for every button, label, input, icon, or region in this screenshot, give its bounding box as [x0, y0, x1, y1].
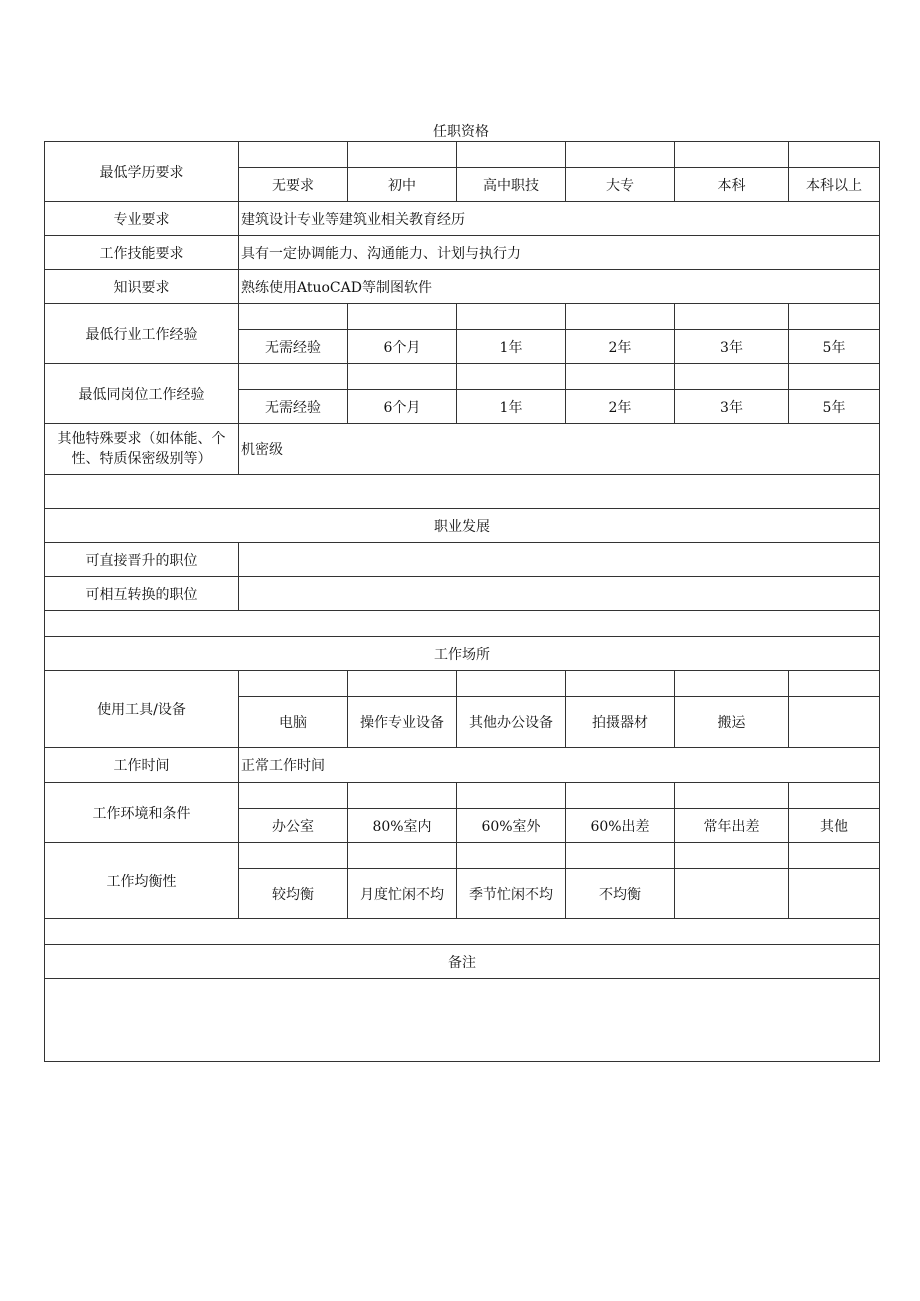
environment-row — [45, 783, 880, 809]
blank-row — [45, 919, 880, 945]
balance-option: 较均衡 — [239, 869, 348, 919]
workplace-section-row — [45, 637, 880, 671]
education-option: 大专 — [566, 168, 675, 202]
skills-value[interactable]: 具有一定协调能力、沟通能力、计划与执行力 — [239, 236, 880, 270]
tools-option: 搬运 — [675, 697, 789, 748]
balance-option — [675, 869, 789, 919]
position-experience-option: 无需经验 — [239, 390, 348, 424]
position-experience-label: 最低同岗位工作经验 — [45, 364, 239, 424]
tools-check-1[interactable] — [239, 671, 348, 697]
education-check-3[interactable] — [457, 142, 566, 168]
special-requirements-label — [45, 424, 239, 475]
balance-option: 月度忙闲不均 — [348, 869, 457, 919]
major-row — [45, 202, 880, 236]
tools-label: 使用工具/设备 — [45, 671, 239, 748]
industry-experience-check-6[interactable] — [789, 304, 880, 330]
special-requirements-row — [45, 424, 880, 475]
tools-check-2[interactable] — [348, 671, 457, 697]
job-description-form — [44, 141, 880, 1062]
blank-cell — [45, 611, 880, 637]
environment-check-6[interactable] — [789, 783, 880, 809]
industry-experience-option: 5年 — [789, 330, 880, 364]
position-experience-check-5[interactable] — [675, 364, 789, 390]
remarks-value[interactable] — [45, 979, 880, 1062]
education-row — [45, 142, 880, 168]
balance-check-6[interactable] — [789, 843, 880, 869]
tools-option: 其他办公设备 — [457, 697, 566, 748]
promotion-row — [45, 543, 880, 577]
tools-option: 操作专业设备 — [348, 697, 457, 748]
balance-option — [789, 869, 880, 919]
industry-experience-check-3[interactable] — [457, 304, 566, 330]
knowledge-row — [45, 270, 880, 304]
special-requirements-value[interactable]: 机密级 — [239, 424, 880, 475]
industry-experience-check-5[interactable] — [675, 304, 789, 330]
education-check-2[interactable] — [348, 142, 457, 168]
blank-cell — [45, 475, 880, 509]
knowledge-label: 知识要求 — [45, 270, 239, 304]
major-label: 专业要求 — [45, 202, 239, 236]
education-check-1[interactable] — [239, 142, 348, 168]
industry-experience-option: 无需经验 — [239, 330, 348, 364]
environment-option: 80%室内 — [348, 809, 457, 843]
blank-cell — [45, 919, 880, 945]
balance-label: 工作均衡性 — [45, 843, 239, 919]
tools-check-3[interactable] — [457, 671, 566, 697]
position-experience-check-1[interactable] — [239, 364, 348, 390]
environment-option: 60%出差 — [566, 809, 675, 843]
environment-check-1[interactable] — [239, 783, 348, 809]
knowledge-value[interactable]: 熟练使用AtuoCAD等制图软件 — [239, 270, 880, 304]
balance-option: 不均衡 — [566, 869, 675, 919]
transfer-label: 可相互转换的职位 — [45, 577, 239, 611]
education-option: 本科 — [675, 168, 789, 202]
tools-option: 拍摄器材 — [566, 697, 675, 748]
position-experience-row — [45, 364, 880, 390]
blank-row — [45, 611, 880, 637]
qualifications-title: 任职资格 — [433, 124, 489, 140]
education-label: 最低学历要求 — [45, 142, 239, 202]
position-experience-option: 2年 — [566, 390, 675, 424]
balance-row — [45, 843, 880, 869]
position-experience-check-4[interactable] — [566, 364, 675, 390]
tools-option: 电脑 — [239, 697, 348, 748]
education-check-4[interactable] — [566, 142, 675, 168]
remarks-section-row — [45, 945, 880, 979]
education-check-5[interactable] — [675, 142, 789, 168]
environment-check-2[interactable] — [348, 783, 457, 809]
promotion-value[interactable] — [239, 543, 880, 577]
work-time-label: 工作时间 — [45, 748, 239, 783]
promotion-label: 可直接晋升的职位 — [45, 543, 239, 577]
industry-experience-check-4[interactable] — [566, 304, 675, 330]
industry-experience-row — [45, 304, 880, 330]
workplace-section-title: 工作场所 — [45, 637, 880, 671]
industry-experience-check-1[interactable] — [239, 304, 348, 330]
balance-option: 季节忙闲不均 — [457, 869, 566, 919]
education-option: 本科以上 — [789, 168, 880, 202]
environment-check-3[interactable] — [457, 783, 566, 809]
special-requirements-label-line1: 其他特殊要求（如体能、个 — [57, 431, 226, 447]
position-experience-check-3[interactable] — [457, 364, 566, 390]
tools-row — [45, 671, 880, 697]
environment-check-5[interactable] — [675, 783, 789, 809]
position-experience-option: 3年 — [675, 390, 789, 424]
major-value[interactable]: 建筑设计专业等建筑业相关教育经历 — [239, 202, 880, 236]
balance-check-2[interactable] — [348, 843, 457, 869]
industry-experience-option: 6个月 — [348, 330, 457, 364]
environment-check-4[interactable] — [566, 783, 675, 809]
remarks-row — [45, 979, 880, 1062]
balance-check-3[interactable] — [457, 843, 566, 869]
work-time-row — [45, 748, 880, 783]
education-check-6[interactable] — [789, 142, 880, 168]
special-requirements-label-line2: 性、特质保密级别等） — [71, 451, 212, 467]
position-experience-check-2[interactable] — [348, 364, 457, 390]
career-section-row — [45, 509, 880, 543]
environment-option: 60%室外 — [457, 809, 566, 843]
blank-row — [45, 475, 880, 509]
industry-experience-label: 最低行业工作经验 — [45, 304, 239, 364]
skills-row — [45, 236, 880, 270]
tools-check-6[interactable] — [789, 671, 880, 697]
work-time-value[interactable]: 正常工作时间 — [239, 748, 880, 783]
industry-experience-option: 2年 — [566, 330, 675, 364]
balance-check-4[interactable] — [566, 843, 675, 869]
environment-option: 办公室 — [239, 809, 348, 843]
industry-experience-option: 1年 — [457, 330, 566, 364]
industry-experience-option: 3年 — [675, 330, 789, 364]
skills-label: 工作技能要求 — [45, 236, 239, 270]
position-experience-check-6[interactable] — [789, 364, 880, 390]
education-option: 无要求 — [239, 168, 348, 202]
balance-check-5[interactable] — [675, 843, 789, 869]
remarks-section-title: 备注 — [45, 945, 880, 979]
tools-check-4[interactable] — [566, 671, 675, 697]
environment-label: 工作环境和条件 — [45, 783, 239, 843]
position-experience-option: 5年 — [789, 390, 880, 424]
position-experience-option: 6个月 — [348, 390, 457, 424]
transfer-value[interactable] — [239, 577, 880, 611]
career-section-title: 职业发展 — [45, 509, 880, 543]
tools-check-5[interactable] — [675, 671, 789, 697]
education-option: 初中 — [348, 168, 457, 202]
tools-option — [789, 697, 880, 748]
transfer-row — [45, 577, 880, 611]
education-option: 高中职技 — [457, 168, 566, 202]
environment-option: 其他 — [789, 809, 880, 843]
balance-check-1[interactable] — [239, 843, 348, 869]
environment-option: 常年出差 — [675, 809, 789, 843]
position-experience-option: 1年 — [457, 390, 566, 424]
industry-experience-check-2[interactable] — [348, 304, 457, 330]
